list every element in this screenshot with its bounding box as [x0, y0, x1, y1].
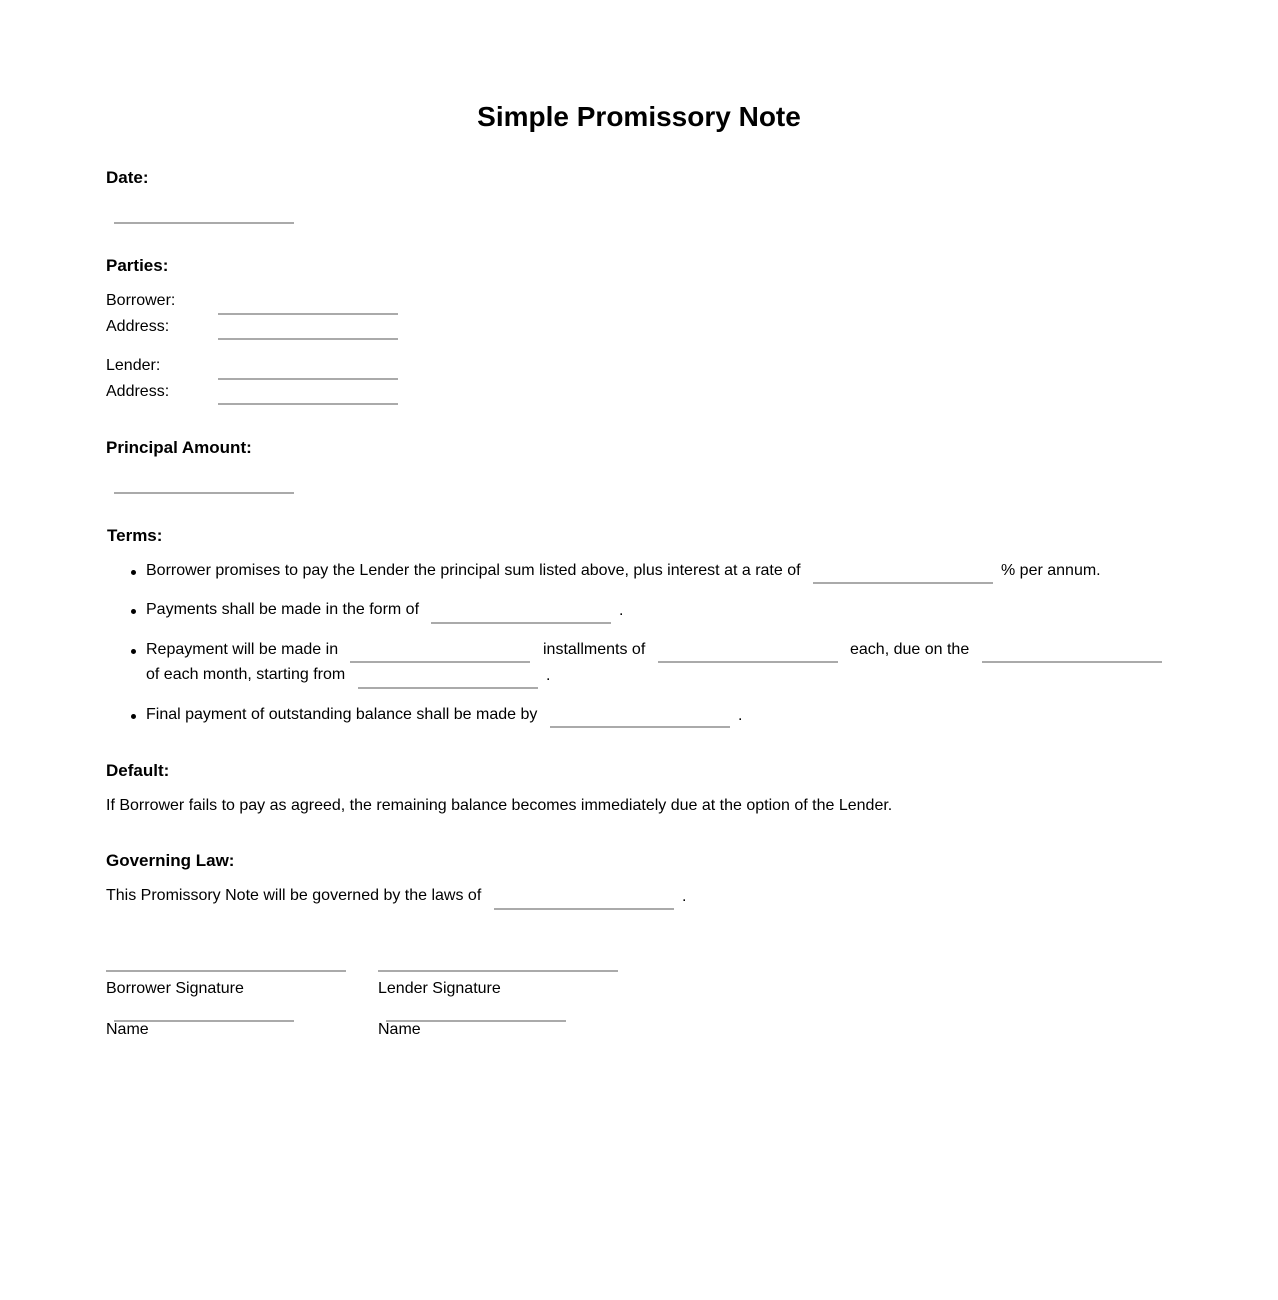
terms-item-interest-text: Borrower promises to pay the Lender the principal sum listed above, plus interest at a rate of — [146, 562, 801, 579]
lender-label: Lender: — [106, 357, 161, 374]
bullet-icon — [131, 649, 136, 654]
due-day-input[interactable] — [982, 640, 1162, 663]
borrower-name-input[interactable] — [114, 998, 294, 1022]
start-date-input[interactable] — [358, 666, 538, 689]
governing-law-heading: Governing Law: — [106, 851, 235, 870]
terms-item-repayment-middle2: each, due on the — [850, 641, 970, 658]
lender-address-label: Address: — [106, 383, 170, 400]
borrower-name-label: Name — [106, 1021, 149, 1038]
lender-signature-input[interactable] — [378, 948, 618, 972]
terms-item-repayment-text: Repayment will be made in — [146, 641, 339, 658]
terms-item-final-payment-text: Final payment of outstanding balance shall be made by — [146, 706, 538, 723]
borrower-input[interactable] — [218, 292, 398, 315]
interest-rate-input[interactable] — [813, 561, 993, 584]
lender-name-label: Name — [378, 1021, 421, 1038]
governing-law-input[interactable] — [494, 886, 674, 910]
terms-item-repayment-middle1: installments of — [543, 641, 646, 658]
borrower-signature-label: Borrower Signature — [106, 980, 244, 997]
lender-name-input[interactable] — [386, 998, 566, 1022]
lender-address-input[interactable] — [218, 382, 398, 405]
terms-item-payment-form-suffix: . — [619, 602, 624, 619]
terms-item-repayment-suffix: . — [546, 667, 551, 684]
terms-item-interest-suffix: % per annum. — [1001, 562, 1101, 579]
principal-amount-heading: Principal Amount: — [106, 438, 252, 457]
installment-count-input[interactable] — [350, 640, 530, 663]
bullet-icon — [131, 570, 136, 575]
borrower-address-label: Address: — [106, 318, 170, 335]
terms-item-payment-form-text: Payments shall be made in the form of — [146, 601, 420, 618]
installment-amount-input[interactable] — [658, 640, 838, 663]
default-text: If Borrower fails to pay as agreed, the remaining balance becomes immediately due at the option of the Lender. — [106, 797, 893, 814]
payment-form-input[interactable] — [431, 601, 611, 624]
terms-item-final-payment-suffix: . — [738, 707, 743, 724]
borrower-label: Borrower: — [106, 292, 176, 309]
lender-input[interactable] — [218, 357, 398, 380]
principal-amount-input[interactable] — [114, 470, 294, 494]
final-payment-date-input[interactable] — [550, 705, 730, 728]
terms-item-repayment-line2: of each month, starting from — [146, 666, 346, 683]
lender-signature-label: Lender Signature — [378, 980, 501, 997]
date-heading: Date: — [106, 168, 149, 187]
parties-heading: Parties: — [106, 256, 169, 275]
bullet-icon — [131, 609, 136, 614]
governing-law-text: This Promissory Note will be governed by the laws of — [106, 887, 482, 904]
terms-heading: Terms: — [107, 526, 163, 545]
default-heading: Default: — [106, 761, 170, 780]
bullet-icon — [131, 714, 136, 719]
borrower-address-input[interactable] — [218, 317, 398, 340]
page-title: Simple Promissory Note — [477, 101, 801, 132]
date-input[interactable] — [114, 200, 294, 224]
borrower-signature-input[interactable] — [106, 948, 346, 972]
governing-law-suffix: . — [682, 888, 687, 905]
